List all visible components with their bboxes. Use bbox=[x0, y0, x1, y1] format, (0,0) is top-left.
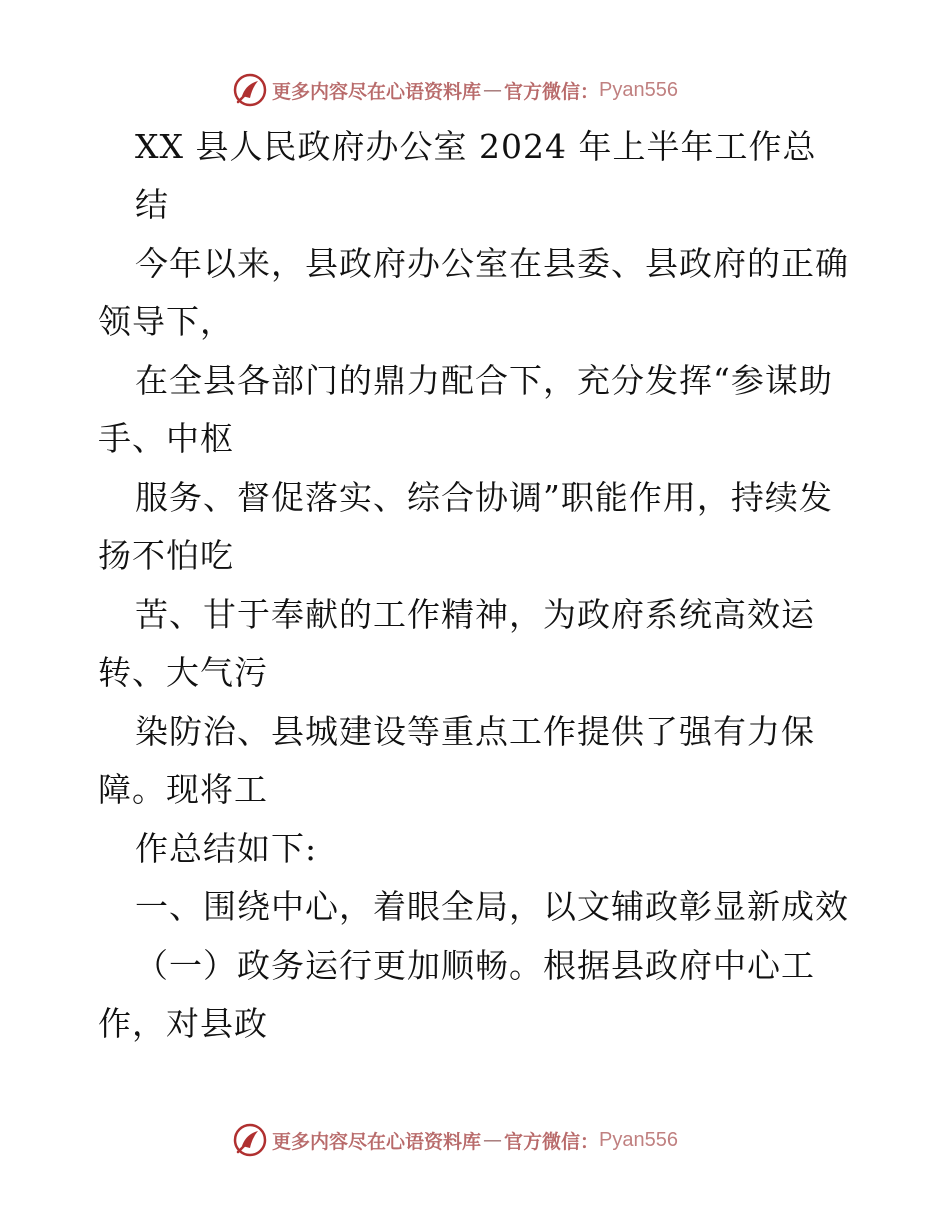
paragraph-line: 手、中枢 bbox=[98, 419, 234, 458]
header-wechat-label: 官方微信： bbox=[504, 80, 600, 103]
footer-banner-text: 更多内容尽在心语资料库 bbox=[272, 1130, 482, 1153]
footer-banner-separator: — bbox=[483, 1129, 503, 1151]
document-title-line-2: 结 bbox=[135, 185, 169, 224]
paragraph-line: 扬不怕吃 bbox=[98, 536, 234, 575]
paragraph-line: 作，对县政 bbox=[98, 1004, 268, 1043]
paragraph-line: 障。现将工 bbox=[98, 770, 268, 809]
paragraph-line: 苦、甘于奉献的工作精神，为政府系统高效运 bbox=[135, 595, 815, 634]
footer-wechat-id: Pyan556 bbox=[599, 1128, 678, 1151]
footer-wechat-label: 官方微信： bbox=[504, 1130, 600, 1153]
library-logo-icon bbox=[232, 72, 268, 108]
library-logo-icon bbox=[232, 1122, 268, 1158]
paragraph-line: 在全县各部门的鼎力配合下，充分发挥“参谋助 bbox=[135, 361, 833, 400]
header-wechat-id: Pyan556 bbox=[599, 78, 678, 101]
paragraph-line: 作总结如下: bbox=[135, 829, 318, 868]
header-watermark-banner bbox=[232, 70, 678, 110]
subsection-line: （一）政务运行更加顺畅。根据县政府中心工 bbox=[135, 946, 815, 985]
paragraph-line: 服务、督促落实、综合协调”职能作用，持续发 bbox=[135, 478, 833, 517]
paragraph-line: 染防治、县城建设等重点工作提供了强有力保 bbox=[135, 712, 815, 751]
paragraph-line: 转、大气污 bbox=[98, 653, 268, 692]
document-title-line-1: XX 县人民政府办公室 2024 年上半年工作总 bbox=[135, 127, 817, 166]
paragraph-line: 领导下， bbox=[98, 302, 234, 341]
header-banner-separator: — bbox=[483, 79, 503, 101]
section-heading-line: 一、围绕中心，着眼全局，以文辅政彰显新成效 bbox=[135, 887, 849, 926]
footer-watermark-banner bbox=[232, 1120, 678, 1160]
header-banner-text: 更多内容尽在心语资料库 bbox=[272, 80, 482, 103]
paragraph-line: 今年以来，县政府办公室在县委、县政府的正确 bbox=[135, 244, 849, 283]
